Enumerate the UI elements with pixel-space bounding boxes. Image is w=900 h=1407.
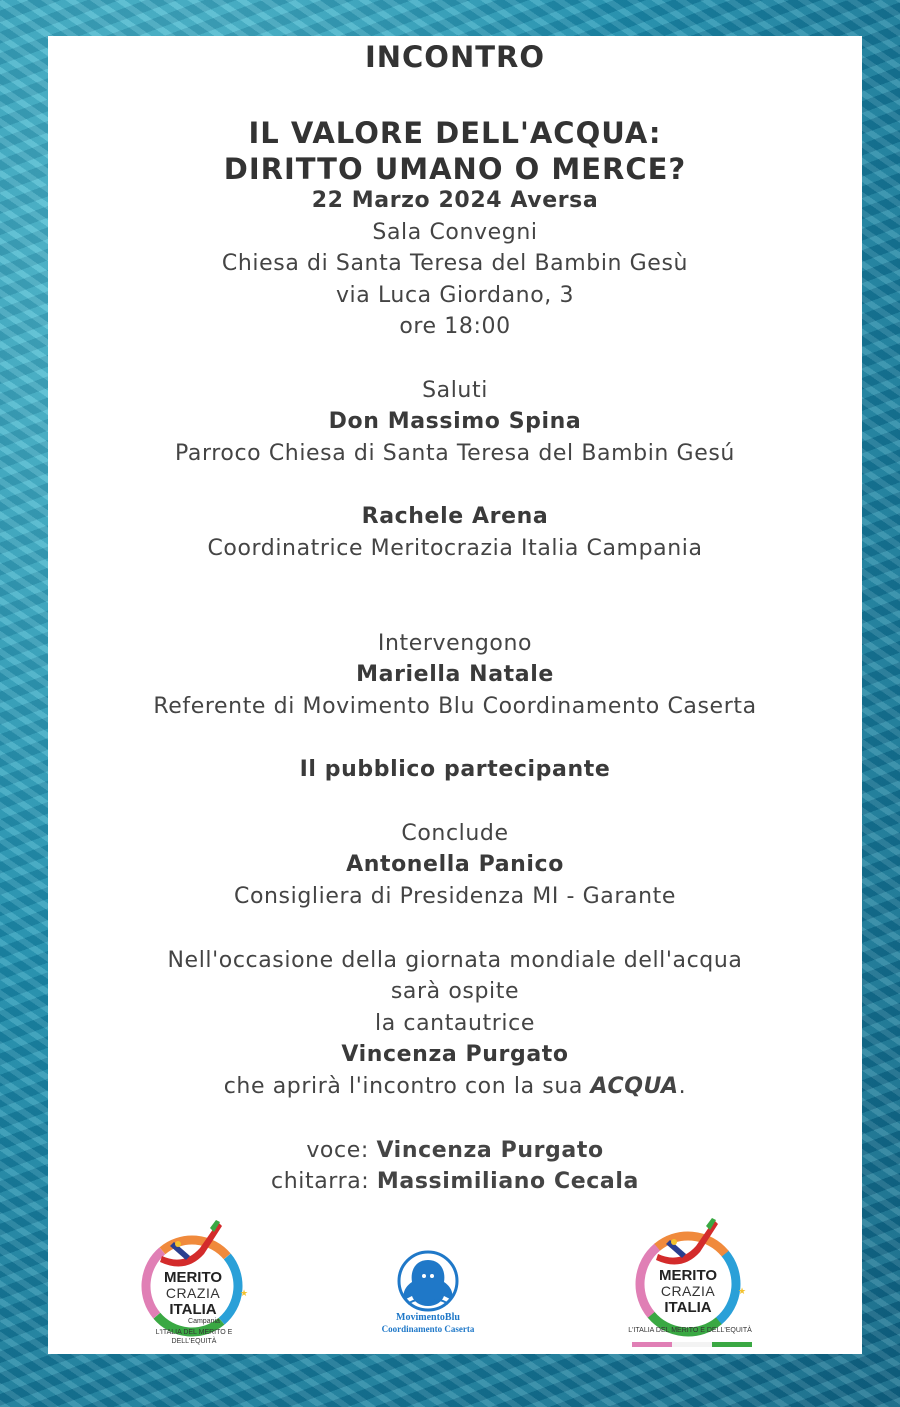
right-logo-word-3: ITALIA — [664, 1299, 712, 1316]
movimento-blu-logo — [368, 1250, 488, 1344]
guest-line-3: la cantautrice — [375, 1011, 535, 1036]
right-logo-word-2: CRAZIA — [660, 1283, 716, 1299]
guest-line-2: sarà ospite — [390, 979, 520, 1004]
church: Chiesa di Santa Teresa del Bambin Gesù — [221, 251, 689, 276]
conclusion-name: Antonella Panico — [346, 852, 564, 877]
greetings-label: Saluti — [422, 378, 488, 403]
greeting-speaker-2-role: Coordinatrice Meritocrazia Italia Campania — [207, 536, 703, 561]
movimento-blu-subtitle: Coordinamento Caserta — [381, 1324, 475, 1334]
guest-name: Vincenza Purgato — [341, 1042, 569, 1067]
greeting-speaker-2-name: Rachele Arena — [361, 504, 549, 529]
speaker-role: Referente di Movimento Blu Coordinamento Caserta — [153, 694, 757, 719]
guest-line-1: Nell'occasione della giornata mondiale dell'acqua — [167, 948, 743, 973]
left-logo-ring-text: L'ITALIA DEL MERITO E DELL'EQUITÀ — [155, 1329, 233, 1345]
left-logo-word-1: MERITO — [163, 1269, 223, 1286]
speakers-label: Intervengono — [377, 631, 533, 656]
right-logo-ring-text: L'ITALIA DEL MERITO E DELL'EQUITÀ — [628, 1327, 752, 1334]
movimento-blu-name: MovimentoBlu — [396, 1312, 460, 1323]
kicker: INCONTRO — [364, 40, 546, 74]
date-place: 22 Marzo 2024 Aversa — [311, 188, 599, 213]
meritocrazia-campania-logo — [134, 1218, 254, 1345]
conclusion-label: Conclude — [401, 821, 509, 846]
svg-text:★: ★ — [240, 1289, 249, 1299]
left-logo-word-3: ITALIA — [169, 1301, 217, 1318]
conclusion-role: Consigliera di Presidenza MI - Garante — [233, 884, 677, 909]
svg-text:★: ★ — [738, 1287, 747, 1297]
guest-line-5-post: . — [678, 1074, 687, 1099]
speaker-name: Mariella Natale — [356, 662, 554, 687]
guest-line-5-pre: che aprirà l'incontro con la sua — [223, 1074, 591, 1099]
movimento-blu-emblem — [368, 1250, 488, 1312]
greeting-speaker-1-name: Don Massimo Spina — [328, 409, 582, 434]
left-logo-region: Campania — [188, 1318, 220, 1325]
venue: Sala Convegni — [372, 220, 538, 245]
title-line-2: DIRITTO UMANO O MERCE? — [223, 152, 687, 186]
credit-voice — [48, 1136, 862, 1166]
address: via Luca Giordano, 3 — [335, 283, 575, 308]
song-title: ACQUA — [590, 1074, 679, 1099]
time: ore 18:00 — [399, 314, 511, 339]
event-poster — [48, 36, 862, 1354]
greeting-speaker-1-role: Parroco Chiesa di Santa Teresa del Bambin Gesú — [175, 441, 735, 466]
right-logo-word-1: MERITO — [658, 1267, 718, 1284]
title-line-1: IL VALORE DELL'ACQUA: — [248, 116, 662, 150]
guest-line-5 — [48, 1072, 862, 1102]
left-logo-word-2: CRAZIA — [165, 1285, 221, 1301]
public-participants: Il pubblico partecipante — [299, 757, 611, 782]
guitar-label: chitarra: — [271, 1169, 377, 1194]
voice-name: Vincenza Purgato — [376, 1138, 604, 1163]
credit-guitar — [48, 1167, 862, 1197]
guitar-name: Massimiliano Cecala — [376, 1169, 639, 1194]
voice-label: voce: — [306, 1138, 377, 1163]
meritocrazia-italia-logo — [628, 1218, 758, 1350]
